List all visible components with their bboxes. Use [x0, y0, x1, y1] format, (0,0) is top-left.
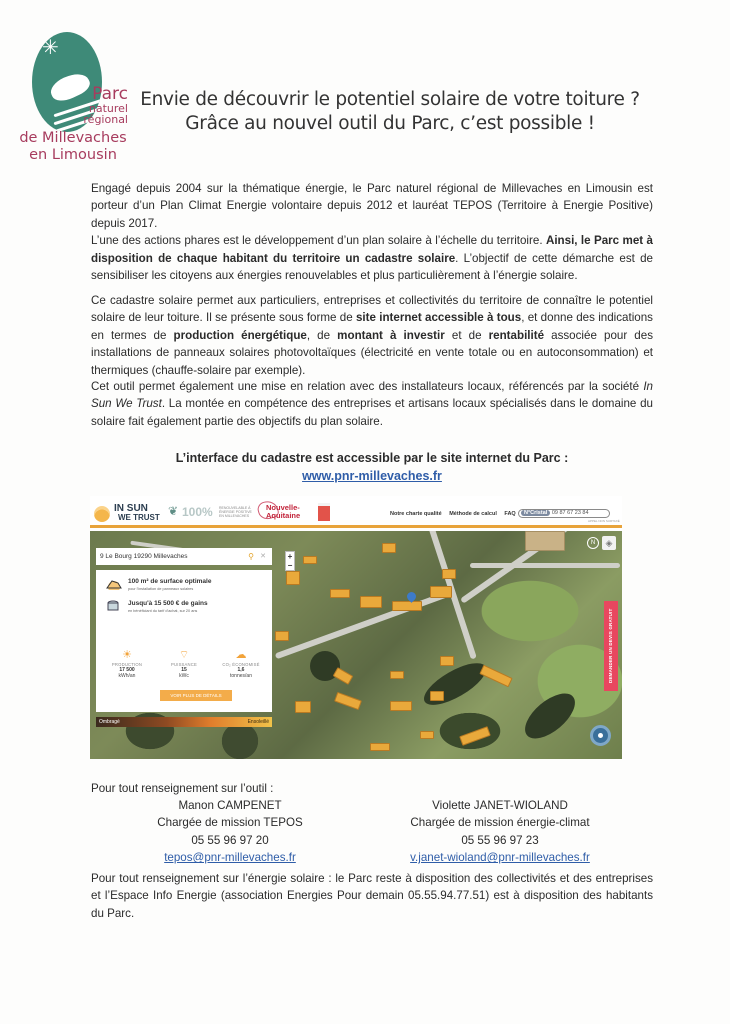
contact-name: Manon CAMPENET [178, 799, 282, 812]
logo-millevaches: de Millevaches [19, 130, 127, 146]
sunshine-legend [96, 717, 272, 727]
roof [334, 692, 362, 710]
coins-icon [106, 600, 122, 612]
brand-line-1: IN SUN [114, 503, 148, 514]
text: L’une des actions phares est le développement d’un plan solaire à l’échelle du territoire. [91, 234, 546, 248]
title-line-1: Envie de découvrir le potentiel solaire de votre toiture ? [140, 89, 640, 110]
stat-label: CO₂ ÉCONOMISÉ [222, 662, 260, 667]
tree-cluster [517, 685, 582, 747]
contact-phone: 05 55 96 97 23 [461, 833, 539, 847]
stat-unit: kWc [179, 673, 189, 679]
region-logo [266, 504, 300, 520]
roof [459, 726, 491, 746]
stat-co2 [216, 648, 266, 679]
roof [390, 671, 404, 679]
zoom-out-button[interactable]: − [287, 561, 293, 570]
free-quote-button[interactable]: DEMANDER UN DEVIS GRATUIT [604, 601, 618, 691]
roof [440, 656, 454, 666]
gains-subtitle: en bénéficiant du tarif d'achat, sur 20 ans [128, 609, 198, 613]
text: . La montée en compétence des entreprises et artisans locaux spécialisés dans le domaine du solaire fait également partie des objectifs du plan solaire. [91, 397, 653, 428]
cloud-icon: ☁ [235, 649, 247, 661]
intro-paragraph [91, 180, 653, 284]
nav-charte[interactable]: Notre charte qualité [390, 511, 442, 517]
stat-label: PRODUCTION [111, 662, 143, 667]
layers-icon[interactable]: ◈ [602, 536, 616, 550]
intro-text-2 [91, 232, 653, 284]
surface-subtitle: pour l'installation de panneaux solaires [128, 587, 194, 591]
stat-value: 15 [181, 667, 187, 673]
legend-sunny: Ensoleillé [247, 719, 269, 725]
contact-email-link[interactable]: tepos@pnr-millevaches.fr [164, 851, 296, 865]
sun-logo-icon [94, 506, 110, 522]
logo-naturel: naturel [88, 102, 128, 115]
access-heading: L’interface du cadastre est accessible par le site internet du Parc : [175, 451, 569, 465]
tepos-badge-sub: RENOUVELABLE À ÉNERGIE POSITIVE EN MILLEVACHES [219, 506, 252, 518]
park-logo [8, 30, 138, 190]
department-flag-icon [318, 503, 330, 521]
more-details-button[interactable]: VOIR PLUS DE DÉTAILS [160, 690, 232, 701]
legend-shaded: Ombragé [99, 719, 120, 725]
contact-role: Chargée de mission TEPOS [157, 816, 303, 830]
page-title [130, 88, 650, 136]
bold-text: montant à investir [337, 328, 445, 342]
zoom-control[interactable] [285, 551, 295, 571]
phone-sub: APPEL NON SURTAXÉ [588, 519, 620, 523]
aerial-map[interactable] [90, 531, 622, 759]
surface-title: 100 m² de surface optimale [128, 578, 212, 585]
roof-icon [106, 578, 122, 590]
contacts-heading: Pour tout renseignement sur l’outil : [91, 782, 274, 795]
text: Ce cadastre solaire permet aux particuliers, entreprises et collectivités du territoire de connaître le potentiel solaire de leur toiture. Il se présente sous forme de [91, 294, 653, 325]
gains-title: Jusqu'à 15 500 € de gains [128, 600, 208, 607]
roof [286, 571, 300, 585]
title-line-2: Grâce au nouvel outil du Parc, c’est possible ! [185, 113, 595, 134]
contact-email-link[interactable]: v.janet-wioland@pnr-millevaches.fr [410, 851, 590, 865]
solar-results-card [96, 570, 272, 712]
zoom-in-button[interactable]: + [287, 552, 293, 561]
text: Cet outil permet également une mise en relation avec des installateurs locaux, référencés par la société [91, 380, 644, 393]
contact-role: Chargée de mission énergie-climat [410, 816, 590, 830]
chat-button-icon[interactable] [590, 725, 611, 746]
region-line-2: Aquitaine [266, 511, 301, 520]
intro-text-1: Engagé depuis 2004 sur la thématique énergie, le Parc naturel régional de Millevaches en Limousin est porteur d’un Plan Climat Energie volontaire depuis 2012 et lauréat TEPOS (Territoire à Energie Positive) depuis 2017. [91, 182, 653, 230]
park-website-link[interactable]: www.pnr-millevaches.fr [302, 469, 442, 483]
logo-parc: Parc [92, 84, 128, 104]
search-value: 9 Le Bourg 19290 Millevaches [100, 553, 188, 560]
italic-text: In Sun We Trust [91, 380, 653, 411]
text: et de [444, 328, 489, 342]
bold-text: production énergétique [173, 328, 307, 342]
roof [303, 556, 317, 564]
stat-value: 17 500 [119, 667, 135, 673]
search-icon[interactable]: ⚲ [248, 552, 254, 561]
text: . L’objectif de cette démarche est de sensibiliser les citoyens aux énergies renouvelables et plus particulièrement à l’énergie solaire. [91, 251, 653, 283]
address-search-input[interactable] [96, 548, 272, 565]
roof [382, 543, 396, 553]
text: associée pour des installations de panneaux solaires photovoltaïques (électricité en vente totale ou en autoconsommation) et thermiques (chauffe-solaire par exemple). [91, 328, 653, 377]
stat-puissance [159, 648, 209, 679]
phone-label: N°Cristal [521, 510, 550, 516]
brand-line-2: WE TRUST [118, 513, 160, 522]
logo-text [83, 86, 128, 125]
stat-unit: kWh/an [118, 673, 136, 679]
compass-icon[interactable]: N [587, 537, 599, 549]
stat-unit: tonnes/an [230, 673, 252, 679]
bold-text: rentabilité [488, 328, 545, 342]
roof [392, 601, 422, 611]
field [525, 531, 565, 551]
logo-limousin: en Limousin [29, 147, 117, 163]
phone-badge[interactable] [518, 509, 610, 518]
phone-number: 09 87 67 23 84 [551, 510, 589, 516]
cadastre-website-screenshot [90, 496, 622, 759]
closing-paragraph: Pour tout renseignement sur l’énergie solaire : le Parc reste à disposition des collectivités et des entreprises et l’Espace Info Energie (association Energies Pour demain 05.55.94.77.51) est à disposition des habitants du Parc. [91, 872, 653, 920]
nav-faq[interactable]: FAQ [504, 511, 516, 517]
stat-label: PUISSANCE [170, 662, 197, 667]
tepos-badge: 100% [182, 505, 213, 519]
contact-name: Violette JANET-WIOLAND [432, 799, 568, 812]
roof [330, 589, 350, 598]
close-icon[interactable]: ✕ [260, 553, 266, 560]
snowflake-icon: ✳ [42, 37, 59, 59]
roof [370, 743, 390, 751]
roof [295, 701, 311, 713]
installers-paragraph [91, 378, 653, 430]
logo-regional: régional [83, 113, 128, 126]
sun-icon: ☀ [122, 649, 132, 661]
region-line-1: Nouvelle- [266, 503, 300, 512]
roof [430, 691, 444, 701]
road [470, 563, 620, 568]
roof [360, 596, 382, 608]
site-nav [390, 511, 522, 517]
stat-production [102, 648, 152, 679]
roof [430, 586, 452, 598]
park-mini-logo-icon: ❦ [168, 504, 179, 518]
tree-cluster [418, 655, 492, 713]
roof [275, 631, 289, 641]
contact-phone: 05 55 96 97 20 [191, 833, 269, 847]
roof [333, 667, 354, 685]
roof [420, 731, 434, 739]
contact-card [370, 797, 630, 867]
site-header [90, 496, 622, 528]
brand-logo [114, 504, 160, 522]
roof [479, 665, 512, 688]
bold-text: site internet accessible à tous [355, 311, 522, 325]
text: , et donne des indications en termes de [91, 311, 653, 342]
roof [442, 569, 456, 579]
contact-card [100, 797, 360, 867]
text: , de [306, 328, 338, 342]
logo-place [8, 130, 138, 164]
nav-methode[interactable]: Méthode de calcul [449, 511, 497, 517]
stat-value: 1,6 [237, 667, 245, 673]
bold-text: Ainsi, le Parc met à disposition de chaque habitant du territoire un cadastre solaire [91, 234, 653, 265]
cadastre-paragraph [91, 292, 653, 379]
roof [390, 701, 412, 711]
power-icon: ⌔ [178, 649, 190, 661]
